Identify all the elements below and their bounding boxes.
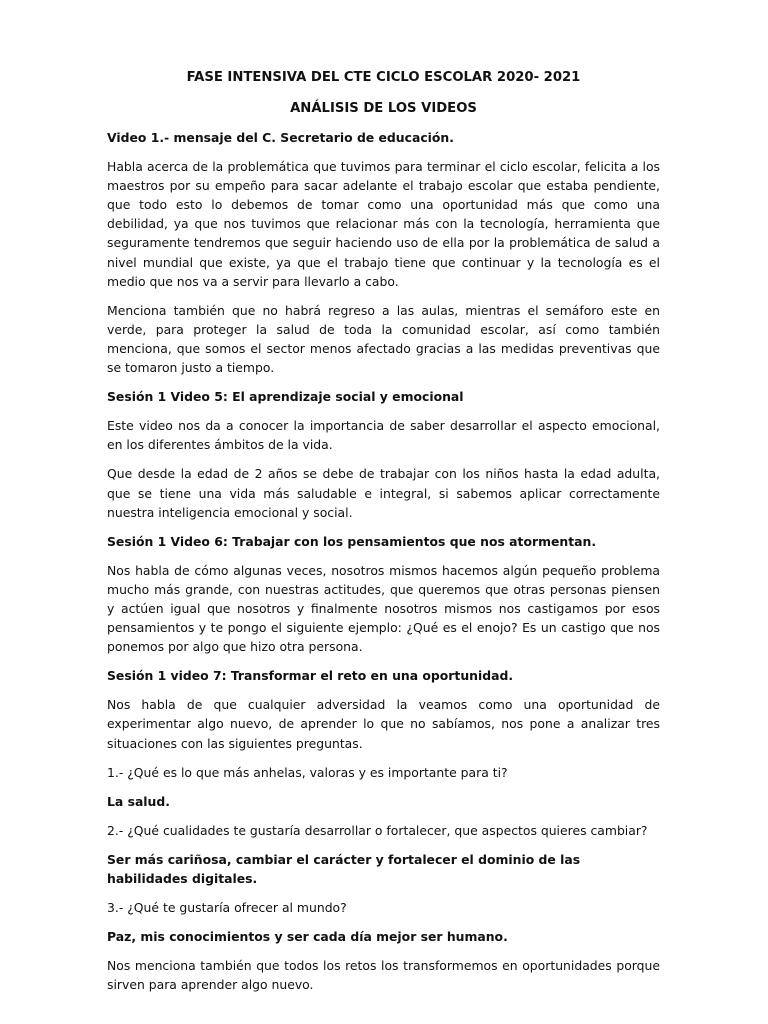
document-page bbox=[107, 68, 660, 1004]
document-subtitle: ANÁLISIS DE LOS VIDEOS bbox=[290, 101, 477, 116]
video1-paragraph-2: Menciona también que no habrá regreso a las aulas, mientras el semáforo este en verde, para proteger la salud de toda la comunidad escolar, así como también menciona, que somos el sector menos afectado gracias a las medidas preventivas que se tomaron justo a tiempo. bbox=[107, 302, 660, 376]
question-3: 3.- ¿Qué te gustaría ofrecer al mundo? bbox=[107, 900, 347, 916]
video1-paragraph-1: Habla acerca de la problemática que tuvimos para terminar el ciclo escolar, felicita a los maestros por su empeño para sacar adelante el trabajo escolar que estaba pendiente, que todo esto lo debemos de tomar como una oportunidad más que como una debilidad, ya que nos tuvimos que relacionar más con la tecnología, herramienta que seguramente tendremos que seguir haciendo uso de ella por la problemática de salud a nivel mundial que existe, ya que el trabajo tiene que continuar y la tecnología es el medio que nos va a servir para llevarlo a cabo. bbox=[107, 159, 660, 289]
video5-paragraph-2: Que desde la edad de 2 años se debe de trabajar con los niños hasta la edad adulta, que se tiene una vida más saludable e integral, si sabemos aplicar correctamente nuestra inteligencia emocional y social. bbox=[107, 466, 660, 520]
video5-paragraph-1: Este video nos da a conocer la importancia de saber desarrollar el aspecto emocional, en los diferentes ámbitos de la vida. bbox=[107, 418, 660, 453]
video7-paragraph-1: Nos habla de que cualquier adversidad la veamos como una oportunidad de experimentar algo nuevo, de aprender lo que no sabíamos, nos pone a analizar tres situaciones con las siguientes preguntas. bbox=[107, 697, 660, 751]
video6-heading: Sesión 1 Video 6: Trabajar con los pensamientos que nos atormentan. bbox=[107, 533, 597, 549]
video6-paragraph-1: Nos habla de cómo algunas veces, nosotros mismos hacemos algún pequeño problema mucho más grande, con nuestras actitudes, que queremos que otras personas piensen y actúen igual que nosotros y finalmente nosotros mismos nos castigamos por esos pensamientos y te pongo el siguiente ejemplo: ¿Qué es el enojo? Es un castigo que nos ponemos por algo que hizo otra persona. bbox=[107, 562, 660, 655]
closing-paragraph: Nos menciona también que todos los retos los transformemos en oportunidades porque sirven para aprender algo nuevo. bbox=[107, 958, 660, 993]
document-title: FASE INTENSIVA DEL CTE CICLO ESCOLAR 2020- 2021 bbox=[186, 70, 581, 85]
question-2: 2.- ¿Qué cualidades te gustaría desarrollar o fortalecer, que aspectos quieres cambiar? bbox=[107, 822, 648, 838]
video1-heading: Video 1.- mensaje del C. Secretario de educación. bbox=[107, 130, 454, 145]
answer-3: Paz, mis conocimientos y ser cada día mejor ser humano. bbox=[107, 929, 508, 945]
video7-heading: Sesión 1 video 7: Transformar el reto en una oportunidad. bbox=[107, 668, 514, 684]
answer-1: La salud. bbox=[107, 793, 170, 809]
question-1: 1.- ¿Qué es lo que más anhelas, valoras y es importante para ti? bbox=[107, 764, 508, 780]
answer-2: Ser más cariñosa, cambiar el carácter y fortalecer el dominio de las habilidades digitales. bbox=[107, 851, 581, 886]
video5-heading: Sesión 1 Video 5: El aprendizaje social y emocional bbox=[107, 389, 464, 405]
